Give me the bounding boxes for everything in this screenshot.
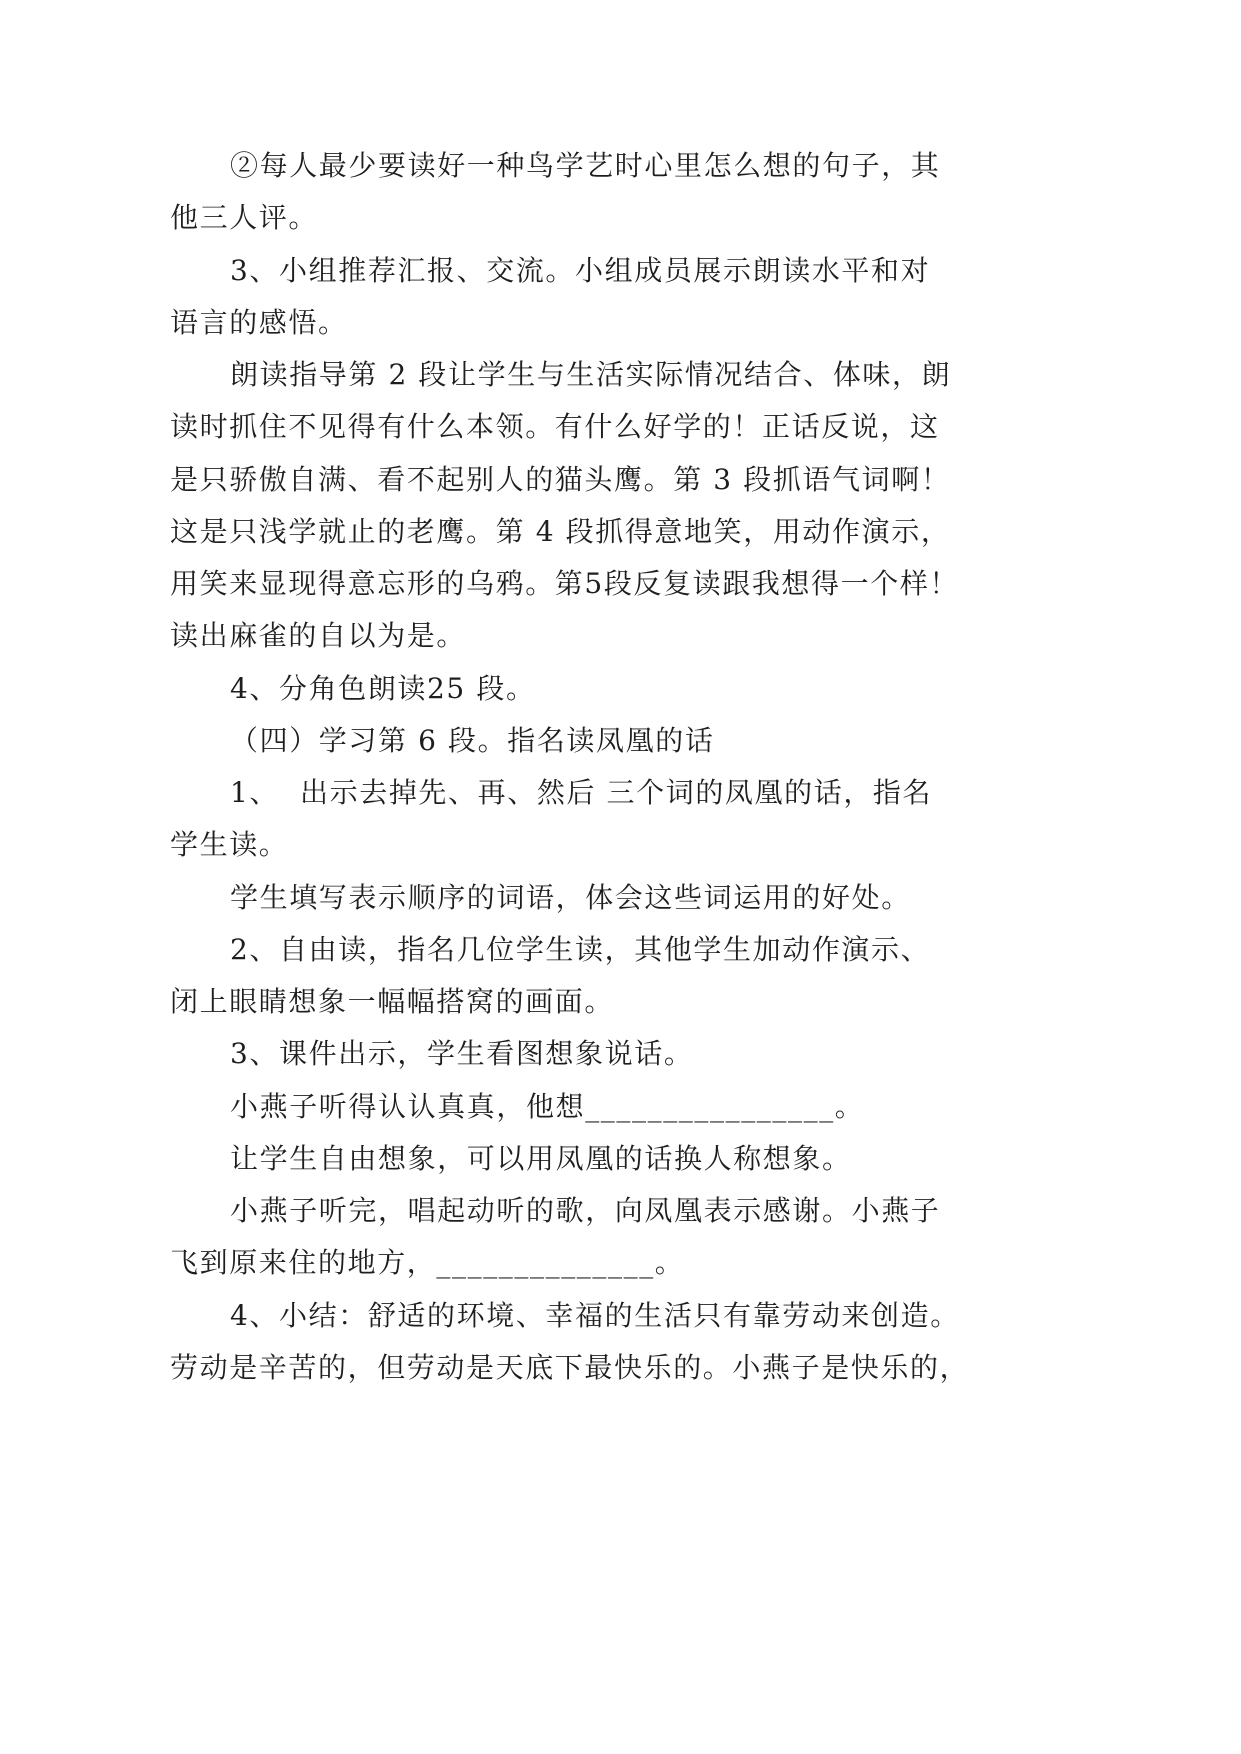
text-line: 2、自由读，指名几位学生读，其他学生加动作演示、: [230, 932, 931, 966]
text-line: 小燕子听完，唱起动听的歌，向凤凰表示感谢。小燕子: [230, 1194, 941, 1227]
text-line: 让学生自由想象，可以用凤凰的话换人称想象。: [230, 1141, 852, 1175]
text-line: 劳动是辛苦的，但劳动是天底下最快乐的。小燕子是快乐的，: [170, 1350, 970, 1384]
text-line: 朗读指导第 2 段让学生与生活实际情况结合、体味，朗: [230, 358, 952, 391]
text-line: ②每人最少要读好一种鸟学艺时心里怎么想的句子，其: [230, 149, 941, 182]
text-line: 是只骄傲自满、看不起别人的猫头鹰。第 3 段抓语气词啊！: [170, 462, 951, 496]
text-line: 闭上眼睛想象一幅幅搭窝的画面。: [170, 985, 615, 1018]
fill-in-blank-line: 小燕子听得认认真真，他想________________。: [230, 1089, 865, 1123]
text-line: 4、分角色朗读25 段。: [230, 671, 536, 705]
document-body: [170, 140, 970, 1394]
text-line: 用笑来显现得意忘形的乌鸦。第5段反复读跟我想得一个样！: [170, 567, 960, 600]
text-line: 学生填写表示顺序的词语，体会这些词运用的好处。: [230, 880, 911, 914]
text-line: 1、 出示去掉先、再、然后 三个词的凤凰的话，指名: [230, 776, 933, 809]
fill-in-blank-line: 飞到原来住的地方，______________。: [170, 1246, 685, 1280]
text-line: 这是只浅学就止的老鹰。第 4 段抓得意地笑，用动作演示，: [170, 514, 951, 548]
text-line: 3、课件出示，学生看图想象说话。: [230, 1037, 694, 1071]
text-line: 语言的感悟。: [170, 305, 348, 339]
text-line: 学生读。: [170, 828, 289, 862]
text-line: 3、小组推荐汇报、交流。小组成员展示朗读水平和对: [230, 253, 931, 287]
text-line: 他三人评。: [170, 201, 319, 235]
text-line: 读出麻雀的自以为是。: [170, 619, 467, 653]
section-heading: （四）学习第 6 段。指名读凤凰的话: [230, 723, 715, 757]
text-line: 读时抓住不见得有什么本领。有什么好学的！正话反说，这: [170, 410, 940, 444]
text-line: 4、小结：舒适的环境、幸福的生活只有靠劳动来创造。: [230, 1298, 960, 1332]
